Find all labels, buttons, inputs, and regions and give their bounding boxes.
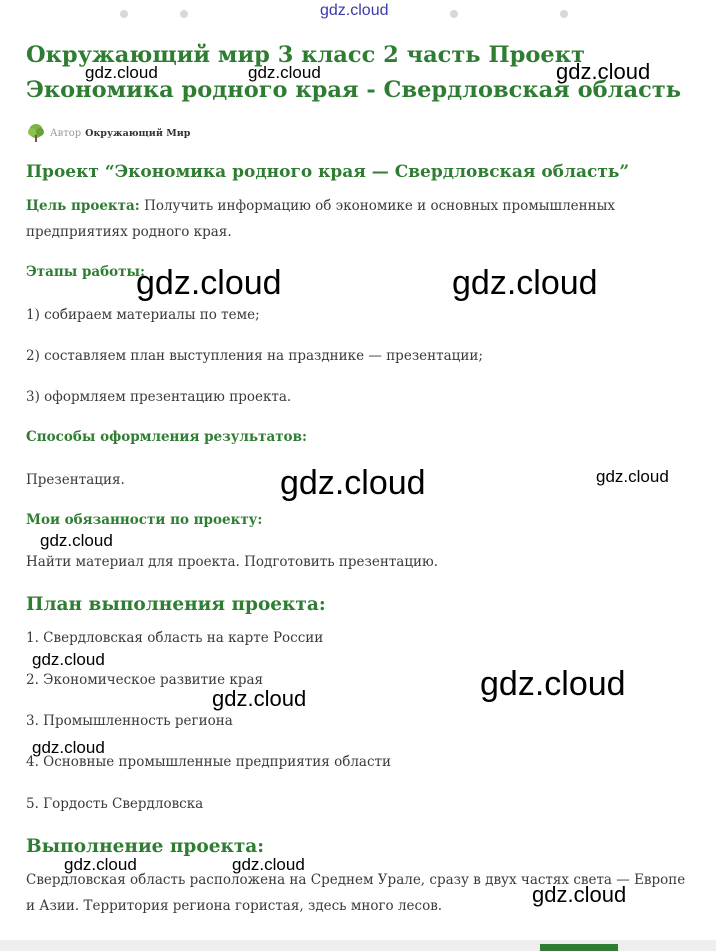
execution-text-line-1: Свердловская область расположена на Среднем Урале, сразу в двух частях света — Европе [26, 872, 686, 888]
watermark: gdz.cloud [452, 264, 598, 302]
title-line-2: Экономика родного края - Свердловская область [26, 77, 681, 103]
plan-item: 1. Свердловская область на карте России [26, 630, 324, 646]
author-label: Автор [50, 127, 82, 139]
watermark: gdz.cloud [32, 738, 105, 757]
goal-label: Цель проекта: [26, 198, 140, 214]
plan-item: 3. Промышленность региона [26, 713, 233, 729]
goal-text-line-2: предприятиях родного края. [26, 224, 232, 240]
nav-icon[interactable] [120, 10, 128, 18]
watermark: gdz.cloud [232, 855, 305, 874]
site-link[interactable]: gdz.cloud [320, 2, 389, 19]
watermark: gdz.cloud [480, 665, 626, 703]
tree-icon [26, 123, 46, 143]
bottom-tab[interactable] [540, 944, 618, 951]
project-heading: Проект “Экономика родного края — Свердловская область” [26, 162, 630, 182]
watermark: gdz.cloud [212, 686, 307, 711]
author-name[interactable]: Окружающий Мир [85, 127, 191, 139]
methods-label: Способы оформления результатов: [26, 429, 307, 445]
title-line-1: Окружающий мир 3 класс 2 часть Проект [26, 42, 585, 68]
watermark: gdz.cloud [64, 855, 137, 874]
watermark: gdz.cloud [532, 882, 627, 907]
duties-text: Найти материал для проекта. Подготовить презентацию. [26, 554, 439, 570]
watermark: gdz.cloud [85, 63, 158, 82]
stage-item: 1) собираем материалы по теме; [26, 307, 260, 323]
duties-label: Мои обязанности по проекту: [26, 512, 263, 528]
nav-icon[interactable] [180, 10, 188, 18]
nav-icon[interactable] [560, 10, 568, 18]
stage-item: 2) составляем план выступления на празднике — презентации; [26, 348, 483, 364]
watermark: gdz.cloud [32, 650, 105, 669]
plan-item: 4. Основные промышленные предприятия области [26, 754, 391, 770]
nav-icon[interactable] [450, 10, 458, 18]
watermark: gdz.cloud [280, 464, 426, 502]
watermark: gdz.cloud [596, 467, 669, 486]
plan-item: 2. Экономическое развитие края [26, 672, 264, 688]
stages-label: Этапы работы: [26, 264, 146, 280]
plan-heading: План выполнения проекта: [26, 594, 326, 615]
methods-text: Презентация. [26, 472, 125, 488]
watermark: gdz.cloud [136, 264, 282, 302]
watermark: gdz.cloud [248, 63, 321, 82]
plan-item: 5. Гордость Свердловска [26, 796, 204, 812]
execution-text-line-2: и Азии. Территория региона гористая, здесь много лесов. [26, 898, 443, 914]
author-byline [26, 122, 190, 144]
watermark: gdz.cloud [556, 59, 651, 84]
execution-heading: Выполнение проекта: [26, 836, 265, 857]
top-bar [0, 0, 716, 30]
watermark: gdz.cloud [40, 531, 113, 550]
stage-item: 3) оформляем презентацию проекта. [26, 389, 292, 405]
goal-paragraph [26, 193, 615, 245]
goal-text-line-1: Получить информацию об экономике и основных промышленных [144, 198, 615, 214]
